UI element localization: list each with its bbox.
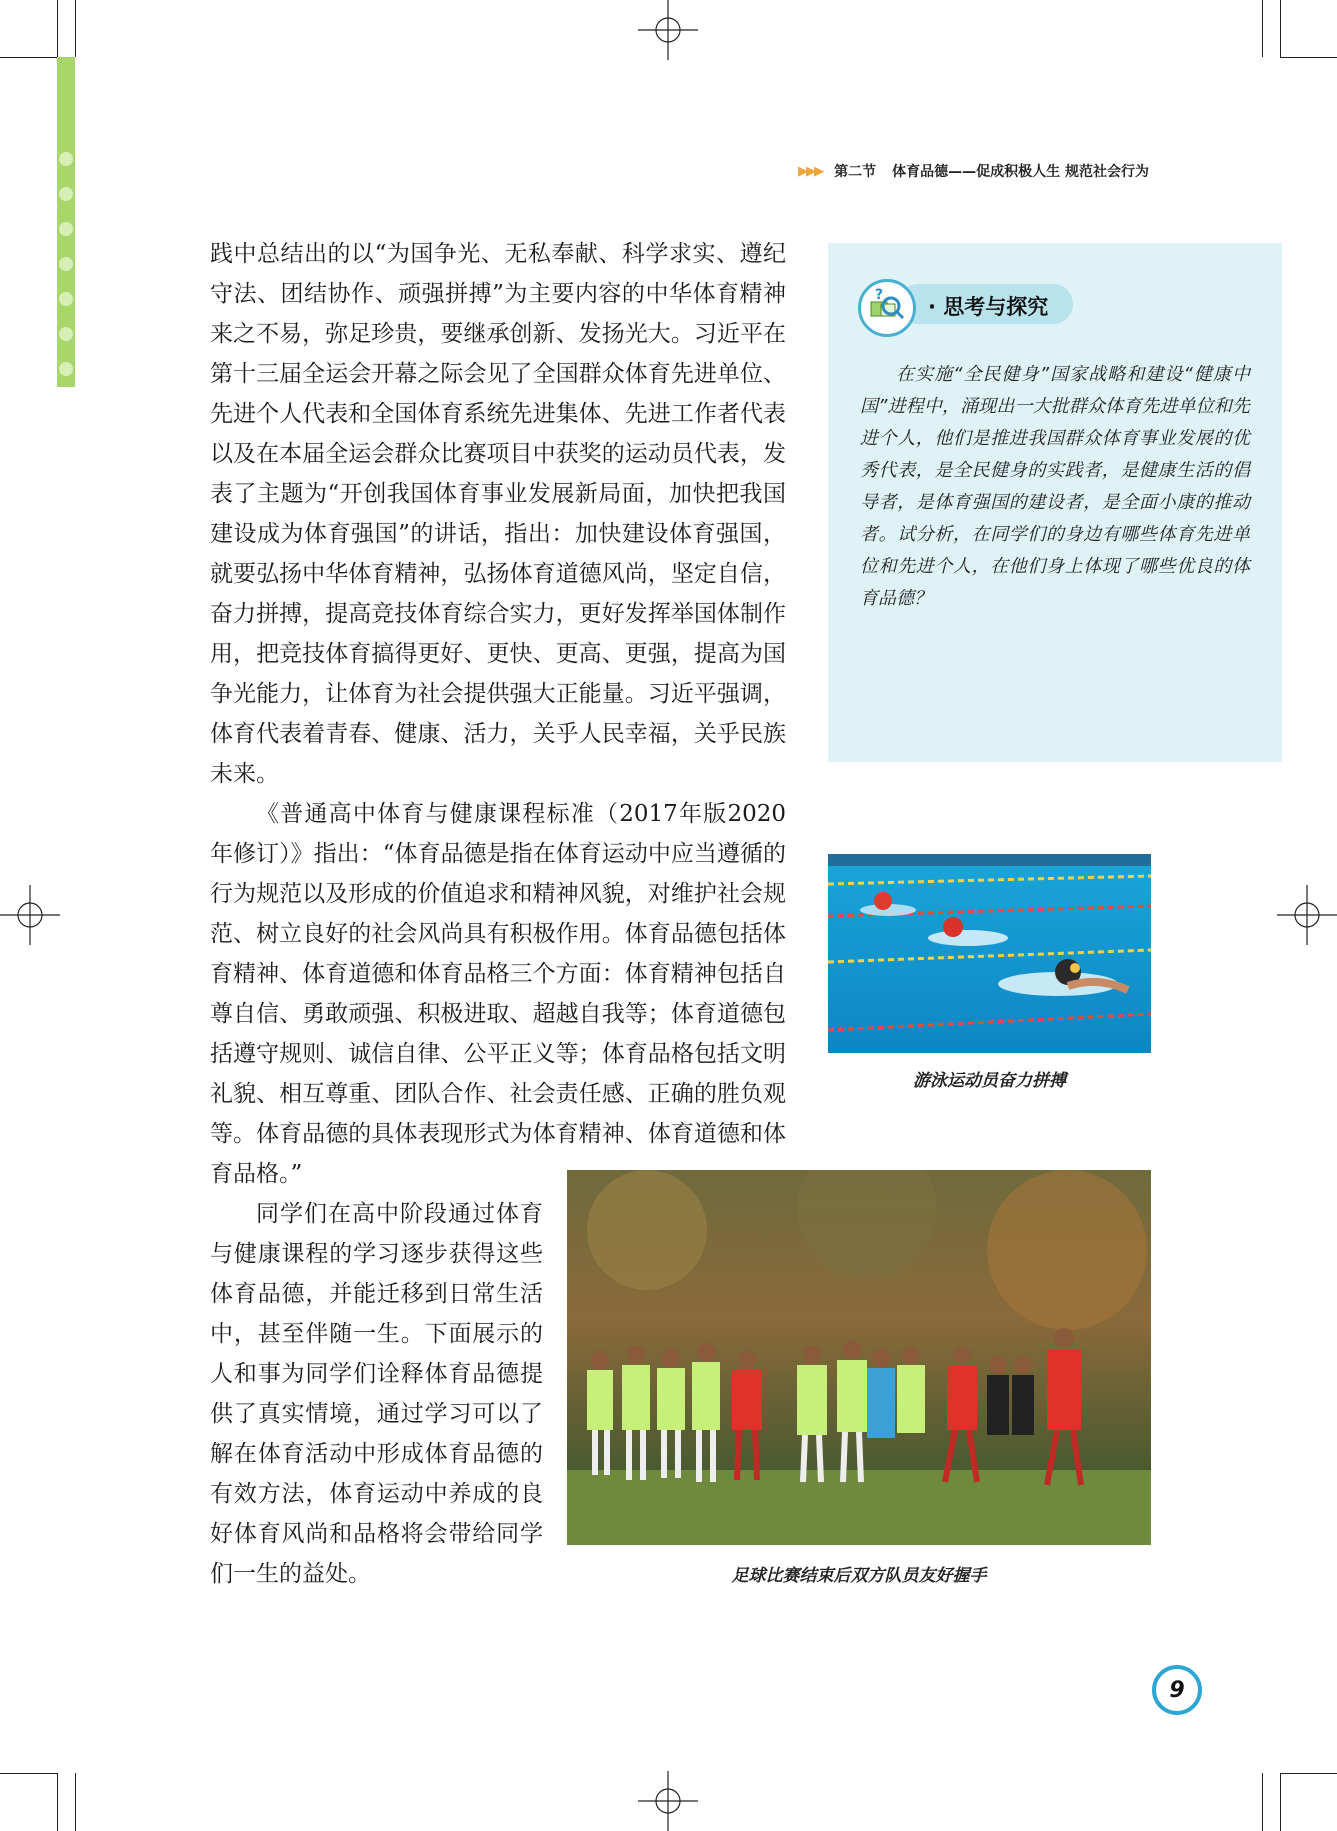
crop-mark	[0, 57, 57, 58]
think-explore-box	[828, 243, 1282, 762]
main-text-lower	[210, 1194, 543, 1594]
paragraph-3: 同学们在高中阶段通过体育与健康课程的学习逐步获得这些体育品德，并能迁移到日常生活中，甚至伴随一生。下面展示的人和事为同学们诠释体育品德提供了真实情境，通过学习可以了解在体育活动中形成体育品德的有效方法，体育运动中养成的良好体育风尚和品格将会带给同学们一生的益处。	[210, 1201, 543, 1587]
registration-mark-icon	[1277, 885, 1337, 945]
crop-mark	[1280, 1773, 1281, 1831]
crop-mark	[1280, 0, 1281, 57]
crop-mark	[1280, 57, 1337, 58]
crop-mark	[57, 1773, 58, 1831]
crop-mark	[1262, 1773, 1263, 1831]
crop-mark	[75, 0, 76, 57]
main-text	[210, 234, 786, 1194]
running-header	[798, 160, 1149, 182]
arrows-icon: ▶▶▶	[798, 163, 823, 179]
football-photo	[567, 1170, 1151, 1545]
registration-mark-icon	[638, 1771, 698, 1831]
crop-mark	[1262, 0, 1263, 57]
registration-mark-icon	[0, 885, 60, 945]
crop-mark	[0, 1773, 57, 1774]
swimming-caption: 游泳运动员奋力拼搏	[913, 1071, 1066, 1091]
crop-mark	[1280, 1773, 1337, 1774]
crop-mark	[75, 1773, 76, 1831]
paragraph-1: 践中总结出的以“为国争光、无私奉献、科学求实、遵纪守法、团结协作、顽强拼搏”为主要内容的中华体育精神来之不易，弥足珍贵，要继承创新、发扬光大。习近平在第十三届全运会开幕之际会见了全国群众体育先进单位、先进个人代表和全国体育系统先进集体、先进工作者代表以及在本届全运会群众比赛项目中获奖的运动员代表，发表了主题为“开创我国体育事业发展新局面，加快把我国建设成为体育强国”的讲话，指出：加快建设体育强国，就要弘扬中华体育精神，弘扬体育道德风尚，坚定自信，奋力拼搏，提高竞技体育综合实力，更好发挥举国体制作用，把竞技体育搞得更好、更快、更高、更强，提高为国争光能力，让体育为社会提供强大正能量。习近平强调，体育代表着青春、健康、活力，关乎人民幸福，关乎民族未来。	[210, 241, 786, 787]
page-number: 9	[1152, 1665, 1202, 1715]
swimming-photo	[828, 854, 1151, 1053]
think-explore-heading	[858, 279, 1078, 329]
side-tab	[57, 57, 75, 387]
crop-mark	[57, 0, 58, 57]
svg-text:?: ?	[875, 287, 884, 303]
think-explore-text: 在实施“全民健身”国家战略和建设“健康中国”进程中，涌现出一大批群众体育先进单位和先进个人，他们是推进我国群众体育事业发展的优秀代表，是全民健身的实践者，是健康生活的倡导者，是体育强国的建设者，是全面小康的推动者。试分析，在同学们的身边有哪些体育先进单位和先进个人，在他们身上体现了哪些优良的体育品德？	[860, 364, 1250, 609]
header-title: 体育品德——促成积极人生 规范社会行为	[892, 164, 1149, 180]
paragraph-2: 《普通高中体育与健康课程标准（2017年版2020年修订）》指出：“体育品德是指在体育运动中应当遵循的行为规范以及形成的价值追求和精神风貌，对维护社会规范、树立良好的社会风尚具有积极作用。体育品德包括体育精神、体育道德和体育品格三个方面：体育精神包括自尊自信、勇敢顽强、积极进取、超越自我等；体育道德包括遵守规则、诚信自律、公平正义等；体育品格包括文明礼貌、相互尊重、团队合作、社会责任感、正确的胜负观等。体育品德的具体表现形式为体育精神、体育道德和体育品格。”	[210, 801, 786, 1187]
football-caption: 足球比赛结束后双方队员友好握手	[731, 1566, 987, 1586]
registration-mark-icon	[638, 0, 698, 60]
magnifier-book-icon	[858, 279, 916, 337]
header-section: 第二节	[834, 164, 877, 180]
think-explore-title: · 思考与探究	[928, 295, 1049, 319]
